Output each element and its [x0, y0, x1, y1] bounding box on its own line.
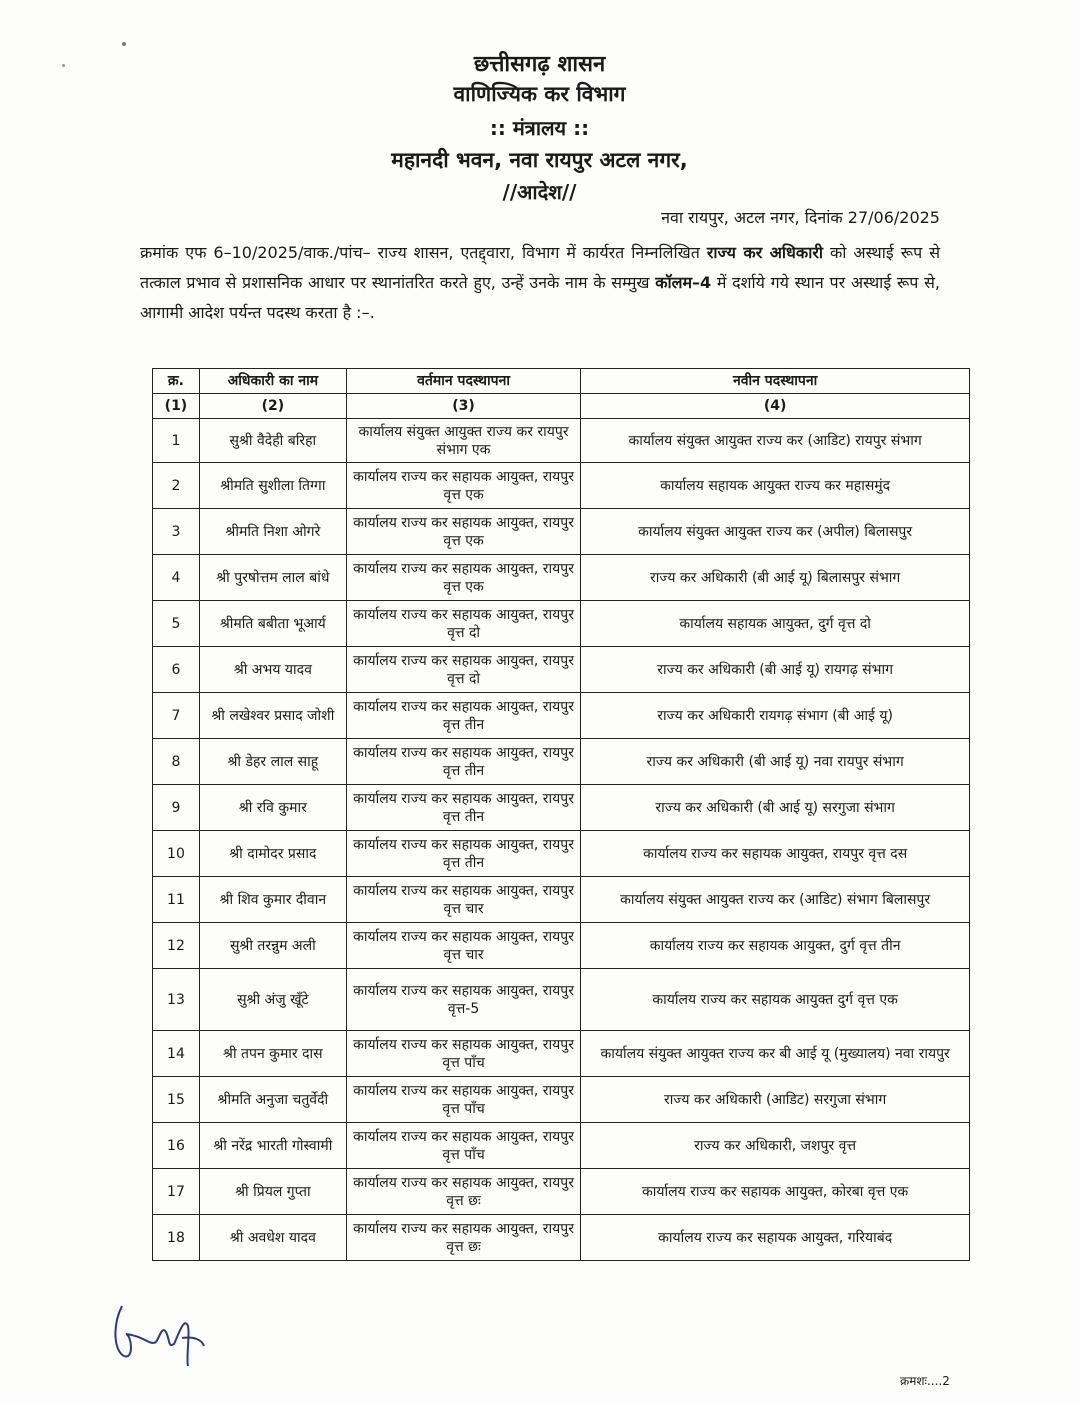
office-address: महानदी भवन, नवा रायपुर अटल नगर, [391, 148, 688, 172]
cell-sn: 9 [153, 785, 200, 831]
scan-speck [122, 42, 126, 46]
cell-sn: 17 [153, 1169, 200, 1215]
cell-name: श्री तपन कुमार दास [199, 1031, 346, 1077]
cell-current: कार्यालय राज्य कर सहायक आयुक्त, रायपुर वृत्त पाँच [346, 1123, 580, 1169]
colnum-4: (4) [581, 394, 970, 419]
cell-new: राज्य कर अधिकारी (आडिट) सरगुजा संभाग [581, 1077, 970, 1123]
cell-current: कार्यालय राज्य कर सहायक आयुक्त, रायपुर वृत्त चार [346, 923, 580, 969]
header-sn: क्र. [153, 369, 200, 394]
cell-current: कार्यालय संयुक्त आयुक्त राज्य कर रायपुर संभाग एक [346, 419, 580, 463]
cell-current: कार्यालय राज्य कर सहायक आयुक्त, रायपुर वृत्त-5 [346, 969, 580, 1031]
cell-name: श्री प्रियल गुप्ता [199, 1169, 346, 1215]
header-current: वर्तमान पदस्थापना [346, 369, 580, 394]
cell-current: कार्यालय राज्य कर सहायक आयुक्त, रायपुर वृत्त तीन [346, 785, 580, 831]
continued-note: क्रमशः....2 [900, 1374, 950, 1388]
para-text: में दर्शाये गये स्थान पर अस्थाई रूप से, आगामी आदेश पर्यन्त पदस्थ करता है :–. [140, 273, 940, 322]
para-text: क्रमांक एफ 6–10/2025/वाक./पांच– राज्य शासन, एतद्द्वारा, विभाग में कार्यरत निम्नलिखित [140, 243, 707, 262]
table-row [153, 1077, 970, 1123]
cell-current: कार्यालय राज्य कर सहायक आयुक्त, रायपुर वृत्त पाँच [346, 1031, 580, 1077]
cell-sn: 16 [153, 1123, 200, 1169]
cell-name: श्री अभय यादव [199, 647, 346, 693]
table-row [153, 785, 970, 831]
cell-new: राज्य कर अधिकारी (बी आई यू) नवा रायपुर संभाग [581, 739, 970, 785]
cell-name: श्रीमति सुशीला तिग्गा [199, 463, 346, 509]
cell-new: राज्य कर अधिकारी (बी आई यू) सरगुजा संभाग [581, 785, 970, 831]
cell-sn: 7 [153, 693, 200, 739]
table-row [153, 1215, 970, 1261]
table-row [153, 877, 970, 923]
colnum-2: (2) [199, 394, 346, 419]
colnum-3: (3) [346, 394, 580, 419]
cell-sn: 15 [153, 1077, 200, 1123]
table-row [153, 463, 970, 509]
cell-sn: 18 [153, 1215, 200, 1261]
cell-current: कार्यालय राज्य कर सहायक आयुक्त, रायपुर वृत्त एक [346, 555, 580, 601]
cell-name: श्री लखेश्वर प्रसाद जोशी [199, 693, 346, 739]
table-row [153, 969, 970, 1031]
header-name: अधिकारी का नाम [199, 369, 346, 394]
cell-current: कार्यालय राज्य कर सहायक आयुक्त, रायपुर वृत्त एक [346, 463, 580, 509]
cell-current: कार्यालय राज्य कर सहायक आयुक्त, रायपुर वृत्त तीन [346, 739, 580, 785]
table-row [153, 647, 970, 693]
cell-new: कार्यालय संयुक्त आयुक्त राज्य कर (आडिट) संभाग बिलासपुर [581, 877, 970, 923]
cell-new: कार्यालय राज्य कर सहायक आयुक्त दुर्ग वृत्त एक [581, 969, 970, 1031]
table-colnum-row [153, 394, 970, 419]
cell-new: कार्यालय राज्य कर सहायक आयुक्त, दुर्ग वृत्त तीन [581, 923, 970, 969]
cell-sn: 8 [153, 739, 200, 785]
cell-sn: 2 [153, 463, 200, 509]
cell-sn: 1 [153, 419, 200, 463]
colnum-1: (1) [153, 394, 200, 419]
cell-sn: 4 [153, 555, 200, 601]
table-row [153, 923, 970, 969]
cell-name: सुश्री अंजु खूँटे [199, 969, 346, 1031]
table-row [153, 419, 970, 463]
department-title: वाणिज्यिक कर विभाग [453, 82, 626, 106]
cell-name: श्रीमति बबीता भूआर्य [199, 601, 346, 647]
cell-name: श्रीमति अनुजा चतुर्वेदी [199, 1077, 346, 1123]
table-row [153, 1123, 970, 1169]
cell-new: कार्यालय संयुक्त आयुक्त राज्य कर (आडिट) रायपुर संभाग [581, 419, 970, 463]
transfer-table [152, 368, 970, 1261]
cell-name: श्री अवधेश यादव [199, 1215, 346, 1261]
dateline: नवा रायपुर, अटल नगर, दिनांक 27/06/2025 [661, 208, 940, 227]
cell-sn: 5 [153, 601, 200, 647]
cell-name: श्री दामोदर प्रसाद [199, 831, 346, 877]
cell-current: कार्यालय राज्य कर सहायक आयुक्त, रायपुर वृत्त एक [346, 509, 580, 555]
cell-name: श्री पुरषोत्तम लाल बांधे [199, 555, 346, 601]
cell-name: श्री नरेंद्र भारती गोस्वामी [199, 1123, 346, 1169]
cell-current: कार्यालय राज्य कर सहायक आयुक्त, रायपुर वृत्त चार [346, 877, 580, 923]
government-title: छत्तीसगढ़ शासन [473, 52, 606, 77]
cell-current: कार्यालय राज्य कर सहायक आयुक्त, रायपुर वृत्त दो [346, 601, 580, 647]
order-heading: //आदेश// [502, 180, 577, 204]
cell-new: राज्य कर अधिकारी, जशपुर वृत्त [581, 1123, 970, 1169]
ministry-label: :: मंत्रालय :: [489, 116, 590, 140]
cell-sn: 13 [153, 969, 200, 1031]
table-row [153, 1031, 970, 1077]
cell-current: कार्यालय राज्य कर सहायक आयुक्त, रायपुर वृत्त दो [346, 647, 580, 693]
cell-new: कार्यालय राज्य कर सहायक आयुक्त, रायपुर वृत्त दस [581, 831, 970, 877]
cell-current: कार्यालय राज्य कर सहायक आयुक्त, रायपुर वृत्त तीन [346, 831, 580, 877]
cell-sn: 14 [153, 1031, 200, 1077]
table-row [153, 693, 970, 739]
cell-new: कार्यालय सहायक आयुक्त राज्य कर महासमुंद [581, 463, 970, 509]
para-bold-column: कॉलम–4 [655, 273, 712, 292]
cell-current: कार्यालय राज्य कर सहायक आयुक्त, रायपुर वृत्त छः [346, 1215, 580, 1261]
cell-current: कार्यालय राज्य कर सहायक आयुक्त, रायपुर वृत्त छः [346, 1169, 580, 1215]
cell-sn: 6 [153, 647, 200, 693]
cell-new: राज्य कर अधिकारी (बी आई यू) बिलासपुर संभाग [581, 555, 970, 601]
header-new: नवीन पदस्थापना [581, 369, 970, 394]
table-row [153, 555, 970, 601]
cell-name: श्री रवि कुमार [199, 785, 346, 831]
table-row [153, 509, 970, 555]
cell-sn: 10 [153, 831, 200, 877]
cell-name: श्री डेहर लाल साहू [199, 739, 346, 785]
cell-new: कार्यालय राज्य कर सहायक आयुक्त, कोरबा वृत्त एक [581, 1169, 970, 1215]
cell-new: राज्य कर अधिकारी रायगढ़ संभाग (बी आई यू) [581, 693, 970, 739]
cell-sn: 12 [153, 923, 200, 969]
cell-new: कार्यालय राज्य कर सहायक आयुक्त, गरियाबंद [581, 1215, 970, 1261]
cell-name: श्रीमति निशा ओगरे [199, 509, 346, 555]
table-row [153, 1169, 970, 1215]
table-header-row [153, 369, 970, 394]
cell-new: कार्यालय संयुक्त आयुक्त राज्य कर बी आई यू (मुख्यालय) नवा रायपुर [581, 1031, 970, 1077]
cell-new: कार्यालय संयुक्त आयुक्त राज्य कर (अपील) बिलासपुर [581, 509, 970, 555]
table-row [153, 739, 970, 785]
order-paragraph [140, 238, 940, 328]
cell-sn: 11 [153, 877, 200, 923]
cell-new: कार्यालय सहायक आयुक्त, दुर्ग वृत्त दो [581, 601, 970, 647]
signature-image [104, 1296, 224, 1376]
cell-name: सुश्री वैदेही बरिहा [199, 419, 346, 463]
para-bold-officer: राज्य कर अधिकारी [706, 243, 824, 262]
cell-name: सुश्री तरन्नुम अली [199, 923, 346, 969]
cell-sn: 3 [153, 509, 200, 555]
cell-new: राज्य कर अधिकारी (बी आई यू) रायगढ़ संभाग [581, 647, 970, 693]
table-row [153, 601, 970, 647]
cell-current: कार्यालय राज्य कर सहायक आयुक्त, रायपुर वृत्त पाँच [346, 1077, 580, 1123]
cell-current: कार्यालय राज्य कर सहायक आयुक्त, रायपुर वृत्त तीन [346, 693, 580, 739]
para-text: को अस्थाई रूप से तत्काल प्रभाव से प्रशासनिक आधार पर स्थानांतरित करते हुए, उन्हें उनके नाम के सम्मुख [140, 243, 941, 292]
cell-name: श्री शिव कुमार दीवान [199, 877, 346, 923]
table-row [153, 831, 970, 877]
